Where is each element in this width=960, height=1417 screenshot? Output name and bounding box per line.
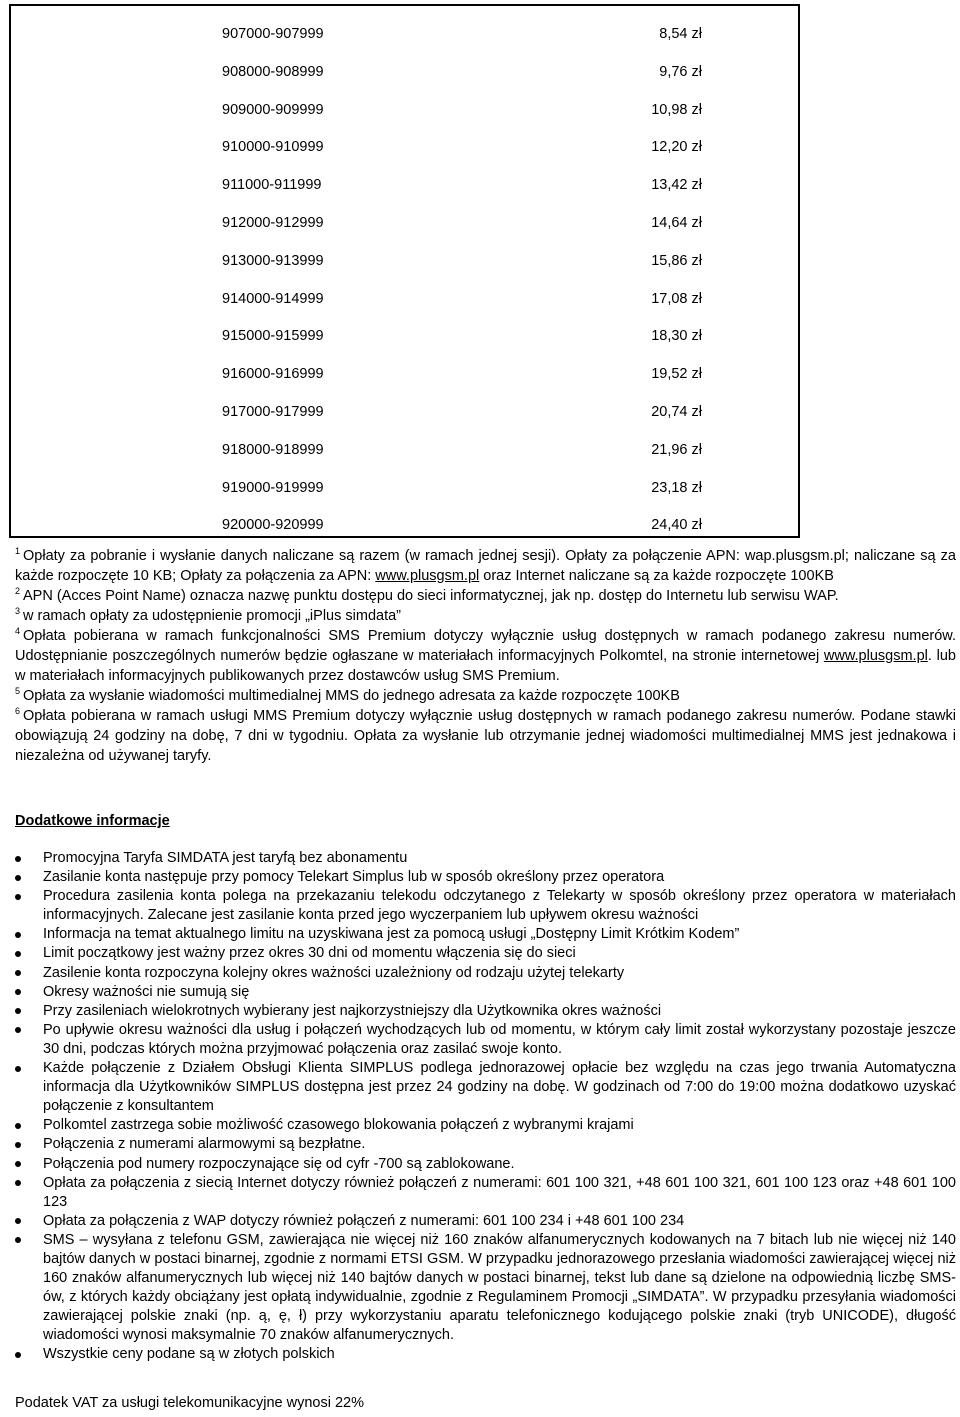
rate-row [11, 26, 798, 46]
footnote-text: Opłata pobierana w ramach usługi MMS Premium dotyczy wyłącznie usług dostępnych w ramach podanego zakresu numerów. Podane stawki obowiązują 24 godziny na dobę, 7 dni w tygodniu. Opłata za wysłanie lub otrzymanie jednej wiadomości multimedialnej MMS jest jednakowa i niezależna od używanej taryfy. [15, 708, 956, 764]
list-item [15, 1002, 956, 1021]
bullet-icon [15, 1180, 21, 1186]
bullet-icon [15, 1352, 21, 1358]
list-item [15, 1212, 956, 1231]
rate-row [11, 215, 798, 235]
bullet-icon [15, 1027, 21, 1033]
number-range: 920000-920999 [222, 517, 324, 534]
list-item [15, 1135, 956, 1154]
rate-row [11, 253, 798, 273]
footnote-text: Opłata za wysłanie wiadomości multimedialnej MMS do jednego adresata za każde rozpoczęte 100KB [23, 688, 680, 704]
price: 10,98 zł [651, 101, 702, 118]
list-item-text: SMS – wysyłana z telefonu GSM, zawierająca nie więcej niż 160 znaków alfanumerycznych kodowanych na 7 bitach lub nie więcej niż 140 bajtów danych w postaci binarnej, zgodnie z normami ETSI GSM. W przypadku jednorazowego przesłania wiadomości zawierającej więcej niż 160 znaków alfanumerycznych lub więcej niż 140 bajtów danych w postaci binarnej, tekst lub dane są dzielone na odpowiednią liczbę SMS-ów, z których każdy obciążany jest opłatą indywidualnie, zgodnie z Regulaminem Promocji „SIMDATA”. W przypadku przesyłania wiadomości zawierającej polskie znaki (np. ą, ę, ł) przy wykorzystaniu aparatu telefonicznego kodującego polskie znaki (tryb UNICODE), długość wiadomości wynosi maksymalnie 70 znaków alfanumerycznych. [43, 1231, 956, 1344]
footnote-number: 3 [15, 606, 21, 616]
bullet-icon [15, 1142, 21, 1148]
price: 8,54 zł [659, 26, 702, 42]
price: 15,86 zł [651, 252, 702, 269]
footnote-4 [15, 626, 956, 686]
list-item-text: Zasilanie konta następuje przy pomocy Telekart Simplus lub w sposób określony przez operatora [43, 869, 665, 886]
number-range: 913000-913999 [222, 252, 324, 269]
list-item-text: Wszystkie ceny podane są w złotych polskich [43, 1346, 335, 1363]
list-item [15, 964, 956, 983]
list-item [15, 1021, 956, 1059]
list-item [15, 1231, 956, 1346]
list-item [15, 1174, 956, 1212]
list-item [15, 925, 956, 944]
footnote-text: APN (Acces Point Name) oznacza nazwę punktu dostępu do sieci informatycznej, jak np. dostęp do Internetu lub serwisu WAP. [23, 588, 839, 604]
website-link[interactable]: www.plusgsm.pl [375, 568, 480, 584]
number-range: 910000-910999 [222, 139, 324, 156]
number-range: 919000-919999 [222, 479, 324, 496]
price: 13,42 zł [651, 177, 702, 194]
number-range: 912000-912999 [222, 215, 324, 231]
bullet-icon [15, 1066, 21, 1072]
number-range: 907000-907999 [222, 26, 324, 42]
number-range: 909000-909999 [222, 101, 324, 118]
list-item [15, 1155, 956, 1174]
number-range: 918000-918999 [222, 441, 324, 458]
list-item-text: Procedura zasilenia konta polega na przekazaniu telekodu odczytanego z Telekarty w sposób określony przez operatora w materiałach informacyjnych. Zalecane jest zasilanie konta przed jego wyczerpaniem lub upływem okresu ważności [43, 888, 956, 924]
rate-row [11, 139, 798, 159]
list-item-text: Promocyjna Taryfa SIMDATA jest taryfą bez abonamentu [43, 850, 408, 866]
bullet-icon [15, 1008, 21, 1014]
list-item-text: Okresy ważności nie sumują się [43, 983, 250, 1000]
rate-row [11, 480, 798, 500]
footnote-text: Opłata pobierana w ramach funkcjonalności SMS Premium dotyczy wyłącznie usług dostępnych w ramach podanego zakresu numerów. Udostępnianie poszczególnych numerów będzie ogłaszane w materiałach informacyjnych Polkomtel, na stronie internetowej [15, 628, 956, 664]
list-item-text: Zasilenie konta rozpoczyna kolejny okres ważności uzależniony od rodzaju użytej telekarty [43, 964, 625, 981]
footnote-5 [15, 686, 956, 706]
number-range: 917000-917999 [222, 404, 324, 420]
rate-table [9, 4, 800, 538]
list-item-text: Po upływie okresu ważności dla usług i połączeń wychodzących lub od momentu, w którym cały limit został wykorzystany pozostaje jeszcze 30 dni, podczas których można przyjmować połączenia oraz zasilać swoje konto. [43, 1021, 956, 1057]
list-item-text: Polkomtel zastrzega sobie możliwość czasowego blokowania połączeń z wybranymi krajami [43, 1117, 634, 1134]
footnote-number: 4 [15, 626, 21, 636]
footnote-text: Opłaty za pobranie i wysłanie danych naliczane są razem (w ramach jednej sesji). Opłaty za połączenie APN: wap.plusgsm.pl; naliczane są za każde rozpoczęte 10 KB; Opłaty za połączenia za APN: [15, 548, 956, 584]
price: 24,40 zł [651, 517, 702, 534]
rate-row [11, 517, 798, 537]
footnote-number: 6 [15, 706, 21, 716]
bullet-icon [15, 932, 21, 938]
rate-row [11, 328, 798, 348]
list-item-text: Informacja na temat aktualnego limitu na uzyskiwana jest za pomocą usługi „Dostępny Limit Krótkim Kodem” [43, 926, 740, 943]
price: 23,18 zł [651, 479, 702, 496]
bullet-icon [15, 894, 21, 900]
bullet-icon [15, 875, 21, 881]
bullet-icon [15, 1123, 21, 1129]
rate-row [11, 366, 798, 386]
footnote-3 [15, 606, 956, 626]
rate-row [11, 64, 798, 84]
footnote-6 [15, 706, 956, 766]
list-item-text: Połączenia pod numery rozpoczynające się od cyfr -700 są zablokowane. [43, 1155, 515, 1172]
bullet-list [15, 849, 956, 1365]
website-link[interactable]: www.plusgsm.pl [823, 648, 928, 664]
price: 17,08 zł [651, 290, 702, 307]
list-item [15, 887, 956, 925]
number-range: 915000-915999 [222, 328, 324, 345]
list-item [15, 1116, 956, 1135]
bullet-icon [15, 989, 21, 995]
number-range: 911000-911999 [222, 177, 322, 194]
footnote-text: oraz Internet naliczane są za każde rozpoczęte 100KB [479, 568, 834, 584]
section-title: Dodatkowe informacje [15, 813, 170, 829]
footnote-number: 2 [15, 586, 21, 596]
list-item-text: Przy zasileniach wielokrotnych wybierany jest najkorzystniejszy dla Użytkownika okres ważności [43, 1002, 662, 1019]
price: 21,96 zł [651, 441, 702, 458]
list-item-text: Opłata za połączenia z WAP dotyczy również połączeń z numerami: 601 100 234 i +48 601 100 234 [43, 1212, 685, 1229]
list-item [15, 849, 956, 868]
rate-row [11, 404, 798, 424]
vat-note: Podatek VAT za usługi telekomunikacyjne wynosi 22% [15, 1395, 364, 1411]
footnote-text: . lub w materiałach informacyjnych publikowanych przez dostawców usług SMS Premium. [15, 648, 956, 684]
number-range: 914000-914999 [222, 290, 324, 307]
list-item [15, 1059, 956, 1116]
list-item [15, 868, 956, 887]
footnote-text: w ramach opłaty za udostępnienie promocji „iPlus simdata” [23, 608, 401, 624]
list-item-text: Każde połączenie z Działem Obsługi Klienta SIMPLUS podlega jednorazowej opłacie bez względu na czas jego trwania Automatyczna informacja dla Użytkowników SIMPLUS dostępna jest przez 24 godziny na dobę. W godzinach od 7:00 do 19:00 można dodatkowo uzyskać połączenie z konsultantem [43, 1060, 956, 1115]
bullet-icon [15, 1218, 21, 1224]
price: 9,76 zł [659, 63, 702, 80]
list-item [15, 1345, 956, 1364]
list-item-text: Połączenia z numerami alarmowymi są bezpłatne. [43, 1136, 366, 1153]
bullet-icon [15, 1237, 21, 1243]
price: 18,30 zł [651, 328, 702, 345]
rate-row [11, 442, 798, 462]
footnotes [15, 546, 956, 766]
rate-row [11, 177, 798, 197]
bullet-icon [15, 1161, 21, 1167]
rate-row [11, 102, 798, 122]
number-range: 916000-916999 [222, 366, 324, 383]
bullet-icon [15, 856, 21, 862]
footnote-number: 5 [15, 686, 21, 696]
footnote-2 [15, 586, 956, 606]
list-item [15, 983, 956, 1002]
bullet-icon [15, 970, 21, 976]
price: 12,20 zł [651, 139, 702, 156]
footnote-1 [15, 546, 956, 586]
bullet-icon [15, 951, 21, 957]
price: 20,74 zł [651, 404, 702, 420]
price: 19,52 zł [651, 366, 702, 383]
list-item [15, 944, 956, 963]
rate-row [11, 291, 798, 311]
price: 14,64 zł [651, 215, 702, 231]
number-range: 908000-908999 [222, 63, 324, 80]
list-item-text: Limit początkowy jest ważny przez okres 30 dni od momentu włączenia się do sieci [43, 945, 576, 962]
footnote-number: 1 [15, 546, 21, 556]
list-item-text: Opłata za połączenia z siecią Internet dotyczy również połączeń z numerami: 601 100 321, +48 601 100 321, 601 100 123 oraz +48 601 100 123 [43, 1174, 956, 1210]
